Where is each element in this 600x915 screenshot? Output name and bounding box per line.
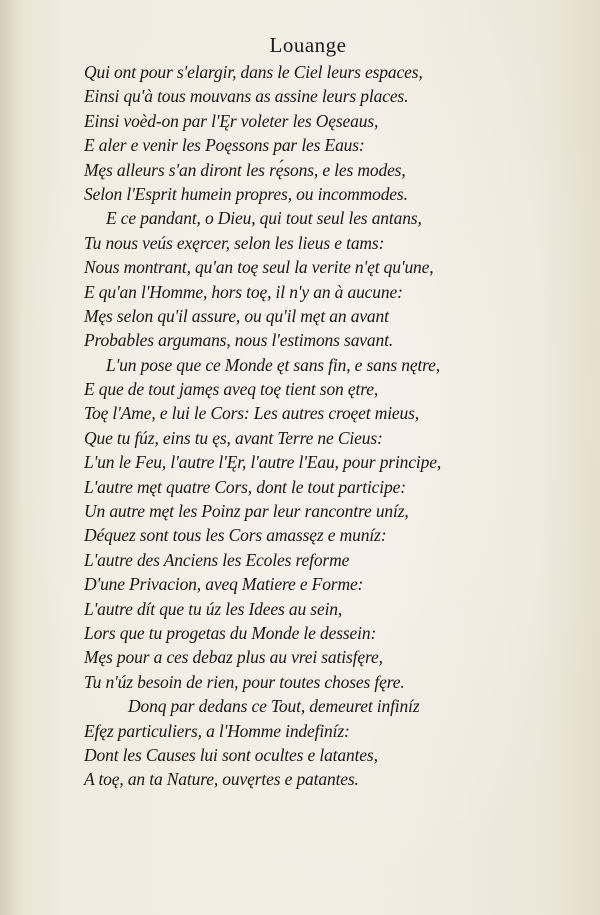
verse-line: L'autre dít que tu úz les Idees au sein, [84,598,343,619]
verse-line: E qu'an l'Homme, hors toę, il n'y an à aucune: [84,281,403,302]
verse-line: E ce pandant, o Dieu, qui tout seul les antans, [106,208,422,229]
verse-line: Que tu fúz, eins tu ęs, avant Terre ne Cieus: [84,427,383,448]
verse-line: Un autre męt les Poinz par leur rancontre uníz, [84,501,409,522]
verse-line: Einsi qu'à tous mouvans as assine leurs places. [84,86,409,107]
verse-line: E que de tout jamęs aveq toę tient son ętre, [84,379,379,400]
verse-line: Tu n'úz besoin de rien, pour toutes choses fęre. [84,671,405,692]
verse-line: A toę, an ta Nature, ouvęrtes e patantes. [84,769,359,790]
running-header [0,33,600,58]
gutter-shadow [0,0,22,915]
verse-line: Déquez sont tous les Cors amassęz e muníz: [84,525,387,546]
verse-line: Qui ont pour s'elargir, dans le Ciel leurs espaces, [84,62,423,82]
verse-line: D'une Privacion, aveq Matiere e Forme: [84,574,364,595]
running-header-text: Louange [269,33,347,57]
verse-line: Einsi voèd-on par l'Ęr voleter les Oęseaus, [84,110,379,131]
verse-line: Męs alleurs s'an diront les rę́sons, e les modes, [84,159,406,180]
verse-line: Selon l'Esprit humein propres, ou incommodes. [84,183,408,204]
verse-line: L'autre des Anciens les Ecoles reforme [84,549,350,570]
verse-line: L'un le Feu, l'autre l'Ęr, l'autre l'Eau, pour principe, [84,452,442,473]
verse-line: Tu nous veús exęrcer, selon les lieus e tams: [84,232,385,253]
verse-line: L'autre męt quatre Cors, dont le tout participe: [84,476,406,497]
verse-line: Efęz particuliers, a l'Homme indefiníz: [84,720,350,741]
verse-line: Dont les Causes lui sont ocultes e latantes, [84,744,378,765]
verse-line: Donq par dedans ce Tout, demeuret infiníz [128,696,420,717]
verse-text-block [84,60,524,792]
verse-line: Nous montrant, qu'an toę seul la verite n'ęt qu'une, [84,257,434,278]
verse-line: Męs selon qu'il assure, ou qu'il męt an avant [84,305,389,326]
verse-line: Probables argumans, nous l'estimons savant. [84,330,394,351]
verse-line: Męs pour a ces debaz plus au vrei satisfęre, [84,647,383,668]
verse-line: Toę l'Ame, e lui le Cors: Les autres croęet mieus, [84,403,420,424]
verse-line: Lors que tu progetas du Monde le dessein: [84,622,377,643]
verse-line: E aler e venir les Poęssons par les Eaus: [84,135,365,156]
verse-line: L'un pose que ce Monde ęt sans fin, e sans nętre, [106,354,441,375]
